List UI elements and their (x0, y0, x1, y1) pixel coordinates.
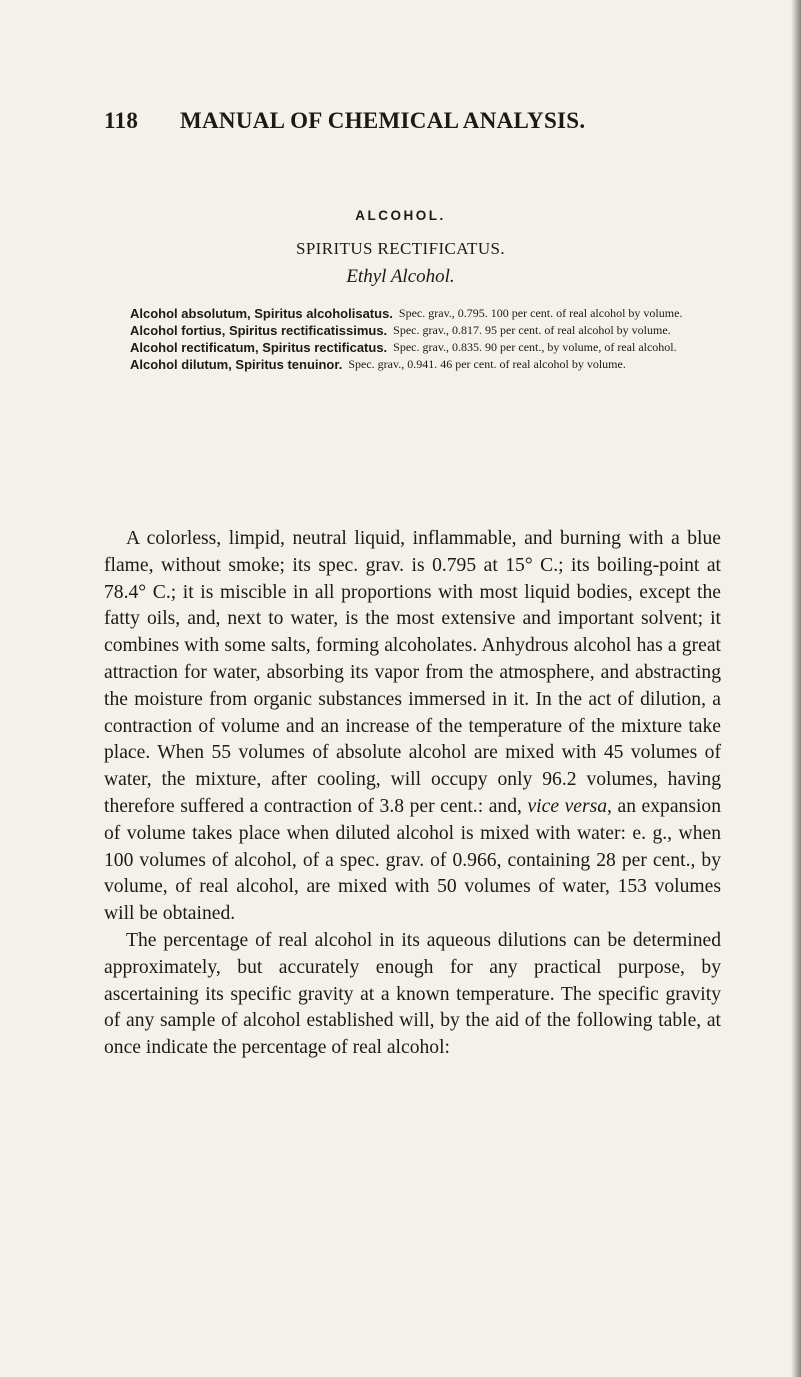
latin-title: SPIRITUS RECTIFICATUS. (295, 239, 506, 258)
paragraph-percentage: The percentage of real alcohol in its aqueous dilutions can be determined approximately, but accurately enough for any practical purpose, by ascertaining its specific gravity at a known temperature. The specific gravity of any sample of alcohol established will, by the aid of the following table, at once indicate the percentage of real alcohol: (104, 929, 721, 1059)
synonym-name: Alcohol fortius, Spiritus rectificatissimus. (130, 323, 388, 338)
running-head-title: MANUAL OF CHEMICAL ANALYSIS. (180, 108, 586, 133)
section-title: ALCOHOL. (355, 208, 446, 223)
synonym-entry (130, 322, 730, 339)
body-text (104, 526, 721, 1062)
page-number: 118 (104, 108, 139, 133)
subtitle: Ethyl Alcohol. (346, 266, 455, 287)
synonym-list (130, 305, 730, 373)
paragraph-description-part-2: , an expansion of volume takes place when diluted alcohol is mixed with water: e. g., when 100 volumes of alcohol, of a spec. grav. of 0.966, containing 28 per cent., by volume, of real alcohol, are mixed with 50 volumes of water, 153 volumes will be obtained. (104, 795, 722, 925)
synonym-spec: Spec. grav., 0.835. 90 per cent., by volume, of real alcohol. (393, 340, 677, 354)
synonym-name: Alcohol dilutum, Spiritus tenuinor. (130, 357, 343, 372)
page-edge-shadow (791, 0, 801, 1377)
synonym-spec: Spec. grav., 0.817. 95 per cent. of real alcohol by volume. (393, 323, 671, 337)
paragraph-description-part-1: A colorless, limpid, neutral liquid, inflammable, and burning with a blue flame, without smoke; its spec. grav. is 0.795 at 15° C.; its boiling-point at 78.4° C.; it is miscible in all proportions with most liquid bodies, except the fatty oils, and, next to water, is the most extensive and important solvent; it combines with some salts, forming alcoholates. Anhydrous alcohol has a great attraction for water, absorbing its vapor from the atmosphere, and abstracting the moisture from organic substances immersed in it. In the act of dilution, a contraction of volume and an increase of the temperature of the mixture take place. When 55 volumes of absolute alcohol are mixed with 45 volumes of water, the mixture, after cooling, will occupy only 96.2 volumes, having therefore suffered a contraction of 3.8 per cent.: and, (104, 528, 721, 817)
synonym-spec: Spec. grav., 0.795. 100 per cent. of real alcohol by volume. (398, 306, 683, 320)
synonym-name: Alcohol absolutum, Spiritus alcoholisatus. (130, 306, 393, 321)
synonym-spec: Spec. grav., 0.941. 46 per cent. of real alcohol by volume. (348, 357, 626, 371)
paragraph-description (104, 526, 721, 928)
synonym-entry (130, 356, 730, 373)
synonym-entry (130, 339, 730, 356)
synonym-entry (130, 305, 730, 322)
italic-phrase: vice versa (527, 795, 608, 817)
synonym-name: Alcohol rectificatum, Spiritus rectificatus. (130, 340, 388, 355)
running-head (104, 108, 704, 134)
